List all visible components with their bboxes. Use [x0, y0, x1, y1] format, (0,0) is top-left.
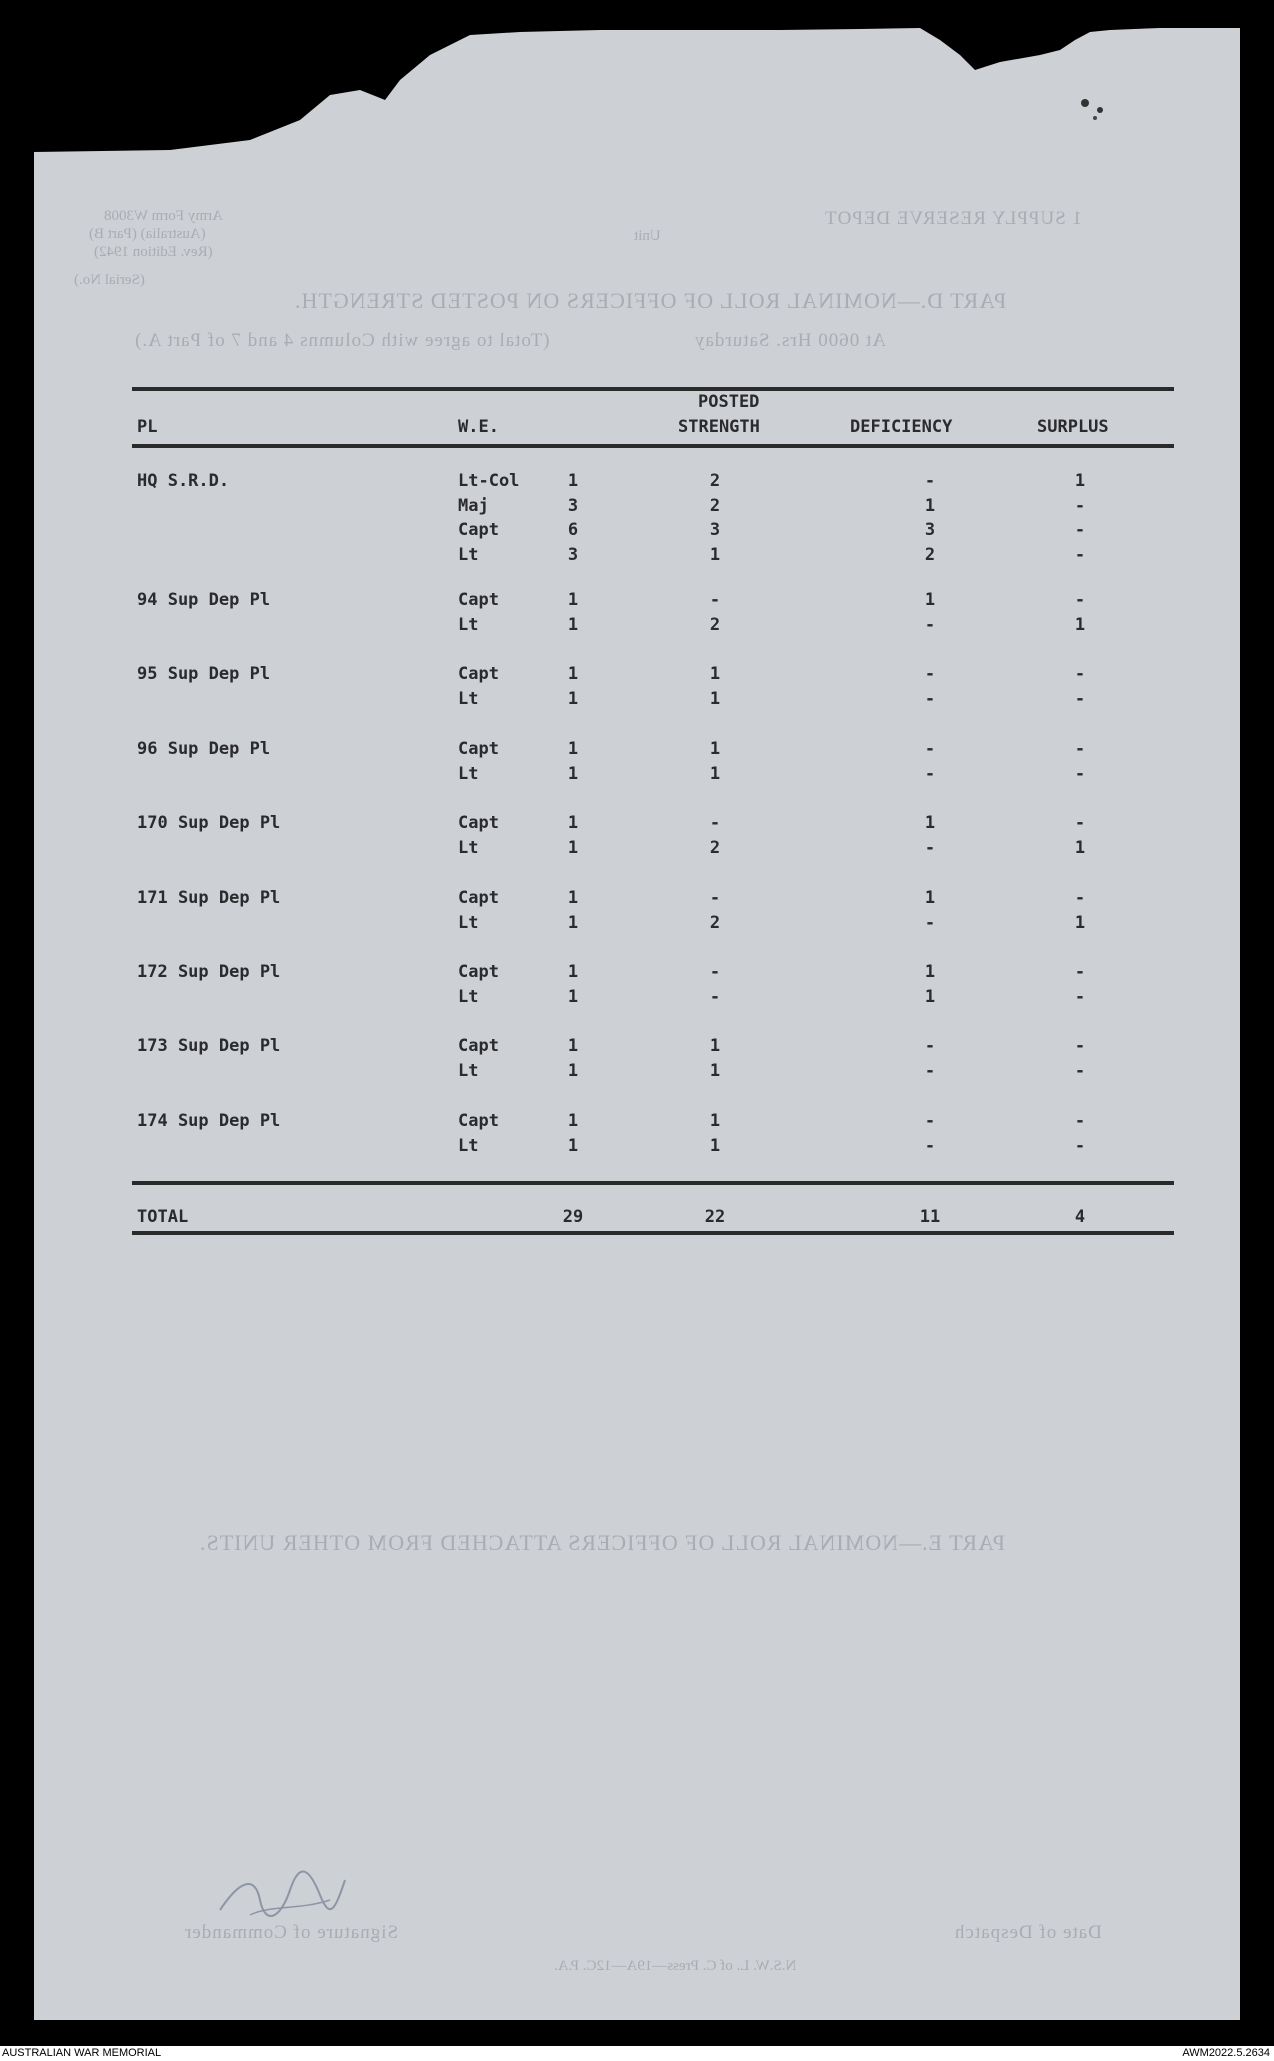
row-rank: Capt — [458, 962, 499, 982]
row-rank: Maj — [458, 495, 489, 516]
total-deficiency: 11 — [919, 1207, 941, 1227]
row-surplus: - — [1074, 962, 1086, 982]
row-posted: 1 — [709, 1111, 721, 1131]
row-rank: Lt — [458, 837, 479, 858]
footer-accession: AWM2022.5.2634 — [1182, 2047, 1270, 2059]
row-posted: - — [709, 986, 721, 1007]
row-posted: 2 — [709, 912, 721, 933]
row-surplus: - — [1074, 986, 1086, 1007]
group-name: 94 Sup Dep Pl — [137, 590, 271, 610]
row-we: 1 — [567, 471, 579, 491]
row-deficiency: 3 — [924, 520, 936, 540]
row-rank: Lt — [458, 986, 479, 1007]
total-top-rule — [132, 1181, 1174, 1185]
ghost-signature-label: Signature of Commander — [184, 1922, 399, 1943]
row-we: 3 — [567, 495, 579, 516]
row-surplus: 1 — [1074, 471, 1086, 491]
row-we: 1 — [567, 912, 579, 933]
ghost-unit-name: 1 SUPPLY RESERVE DEPOT — [824, 208, 1083, 229]
group-name: HQ S.R.D. — [137, 471, 230, 491]
row-rank: Lt — [458, 1135, 479, 1156]
row-posted: 2 — [709, 837, 721, 858]
row-deficiency: - — [924, 739, 936, 759]
row-posted: 1 — [709, 1036, 721, 1056]
row-posted: 2 — [709, 495, 721, 516]
ghost-at-line: At 0600 Hrs. Saturday — [694, 330, 886, 351]
table-top-rule — [132, 387, 1174, 391]
ghost-form-id: Army Form W3008 — [104, 208, 223, 224]
group-name: 171 Sup Dep Pl — [137, 888, 281, 908]
row-posted: 1 — [709, 763, 721, 784]
row-we: 1 — [567, 813, 579, 833]
row-surplus: - — [1074, 888, 1086, 908]
header-pl: PL — [137, 417, 158, 437]
row-we: 1 — [567, 888, 579, 908]
row-we: 3 — [567, 544, 579, 565]
row-surplus: - — [1074, 495, 1086, 516]
row-posted: - — [709, 813, 721, 833]
row-we: 1 — [567, 763, 579, 784]
total-bottom-rule — [132, 1231, 1174, 1235]
row-surplus: - — [1074, 1111, 1086, 1131]
ghost-serial: (Serial No.) — [74, 272, 145, 288]
header-deficiency: DEFICIENCY — [850, 417, 953, 437]
ghost-total-note: (Total to agree with Columns 4 and 7 of Part A.) — [134, 330, 550, 351]
row-surplus: 1 — [1074, 912, 1086, 933]
row-deficiency: - — [924, 763, 936, 784]
row-posted: - — [709, 590, 721, 610]
row-deficiency: 1 — [924, 495, 936, 516]
ghost-form-sub2: (Rev. Edition 1942) — [94, 244, 213, 260]
header-posted-line2: STRENGTH — [678, 417, 760, 437]
row-surplus: - — [1074, 520, 1086, 540]
archive-footer-bar — [0, 2046, 1274, 2061]
row-posted: - — [709, 962, 721, 982]
row-deficiency: 1 — [924, 590, 936, 610]
row-deficiency: - — [924, 837, 936, 858]
row-we: 1 — [567, 739, 579, 759]
row-posted: - — [709, 888, 721, 908]
row-deficiency: 1 — [924, 986, 936, 1007]
row-we: 1 — [567, 1135, 579, 1156]
group-name: 174 Sup Dep Pl — [137, 1111, 281, 1131]
row-rank: Lt — [458, 1060, 479, 1081]
row-rank: Lt — [458, 912, 479, 933]
row-deficiency: 1 — [924, 888, 936, 908]
row-rank: Capt — [458, 813, 499, 833]
row-we: 1 — [567, 614, 579, 635]
row-rank: Capt — [458, 520, 499, 540]
row-rank: Capt — [458, 888, 499, 908]
row-posted: 3 — [709, 520, 721, 540]
row-posted: 2 — [709, 614, 721, 635]
row-rank: Capt — [458, 1036, 499, 1056]
row-surplus: - — [1074, 763, 1086, 784]
row-surplus: - — [1074, 590, 1086, 610]
ghost-part-e-title: PART E.—NOMINAL ROLL OF OFFICERS ATTACHED FROM OTHER UNITS. — [199, 1530, 1006, 1555]
total-we: 29 — [562, 1207, 584, 1227]
row-rank: Lt — [458, 544, 479, 565]
row-rank: Lt — [458, 614, 479, 635]
header-we: W.E. — [458, 417, 499, 437]
ghost-part-d-title: PART D.—NOMINAL ROLL OF OFFICERS ON POSTED STRENGTH. — [294, 288, 1007, 313]
row-surplus: - — [1074, 688, 1086, 709]
row-we: 1 — [567, 1036, 579, 1056]
row-we: 1 — [567, 664, 579, 684]
row-deficiency: 1 — [924, 813, 936, 833]
ghost-printer-line: N.S.W. L. of C. Press—19A—12C. P.A. — [554, 1958, 797, 1974]
row-we: 1 — [567, 1060, 579, 1081]
row-rank: Lt-Col — [458, 471, 520, 491]
row-deficiency: - — [924, 1036, 936, 1056]
header-posted-line1: POSTED — [698, 392, 760, 412]
row-we: 1 — [567, 837, 579, 858]
total-label: TOTAL — [137, 1207, 189, 1227]
row-we: 1 — [567, 688, 579, 709]
row-posted: 2 — [709, 471, 721, 491]
group-name: 95 Sup Dep Pl — [137, 664, 271, 684]
row-deficiency: - — [924, 614, 936, 635]
row-deficiency: - — [924, 1111, 936, 1131]
row-surplus: - — [1074, 664, 1086, 684]
ghost-date-despatch: Date of Despatch — [954, 1922, 1102, 1943]
group-name: 172 Sup Dep Pl — [137, 962, 281, 982]
row-surplus: 1 — [1074, 837, 1086, 858]
group-name: 96 Sup Dep Pl — [137, 739, 271, 759]
row-we: 6 — [567, 520, 579, 540]
row-surplus: - — [1074, 813, 1086, 833]
row-surplus: - — [1074, 1060, 1086, 1081]
row-deficiency: 2 — [924, 544, 936, 565]
row-rank: Capt — [458, 1111, 499, 1131]
total-surplus: 4 — [1074, 1207, 1086, 1227]
row-deficiency: - — [924, 912, 936, 933]
row-posted: 1 — [709, 664, 721, 684]
torn-paper-edge — [0, 0, 1274, 170]
row-posted: 1 — [709, 688, 721, 709]
row-surplus: - — [1074, 1036, 1086, 1056]
header-bottom-rule — [132, 444, 1174, 448]
row-rank: Lt — [458, 763, 479, 784]
footer-institution: AUSTRALIAN WAR MEMORIAL — [2, 2047, 162, 2059]
row-deficiency: 1 — [924, 962, 936, 982]
ghost-unit-label: Unit — [634, 228, 661, 244]
signature-bleed-through — [210, 1860, 350, 1930]
row-we: 1 — [567, 590, 579, 610]
row-deficiency: - — [924, 664, 936, 684]
row-surplus: - — [1074, 1135, 1086, 1156]
row-posted: 1 — [709, 1060, 721, 1081]
row-posted: 1 — [709, 1135, 721, 1156]
row-rank: Capt — [458, 590, 499, 610]
group-name: 173 Sup Dep Pl — [137, 1036, 281, 1056]
row-we: 1 — [567, 1111, 579, 1131]
row-deficiency: - — [924, 1060, 936, 1081]
row-surplus: 1 — [1074, 614, 1086, 635]
row-posted: 1 — [709, 739, 721, 759]
ghost-form-sub1: (Australia) (Part B) — [89, 226, 206, 242]
row-surplus: - — [1074, 544, 1086, 565]
total-posted: 22 — [704, 1207, 726, 1227]
row-we: 1 — [567, 986, 579, 1007]
document-paper — [34, 160, 1240, 2020]
row-rank: Lt — [458, 688, 479, 709]
row-deficiency: - — [924, 688, 936, 709]
row-deficiency: - — [924, 471, 936, 491]
header-surplus: SURPLUS — [1037, 417, 1109, 437]
group-name: 170 Sup Dep Pl — [137, 813, 281, 833]
row-we: 1 — [567, 962, 579, 982]
row-posted: 1 — [709, 544, 721, 565]
row-surplus: - — [1074, 739, 1086, 759]
row-rank: Capt — [458, 664, 499, 684]
row-deficiency: - — [924, 1135, 936, 1156]
row-rank: Capt — [458, 739, 499, 759]
